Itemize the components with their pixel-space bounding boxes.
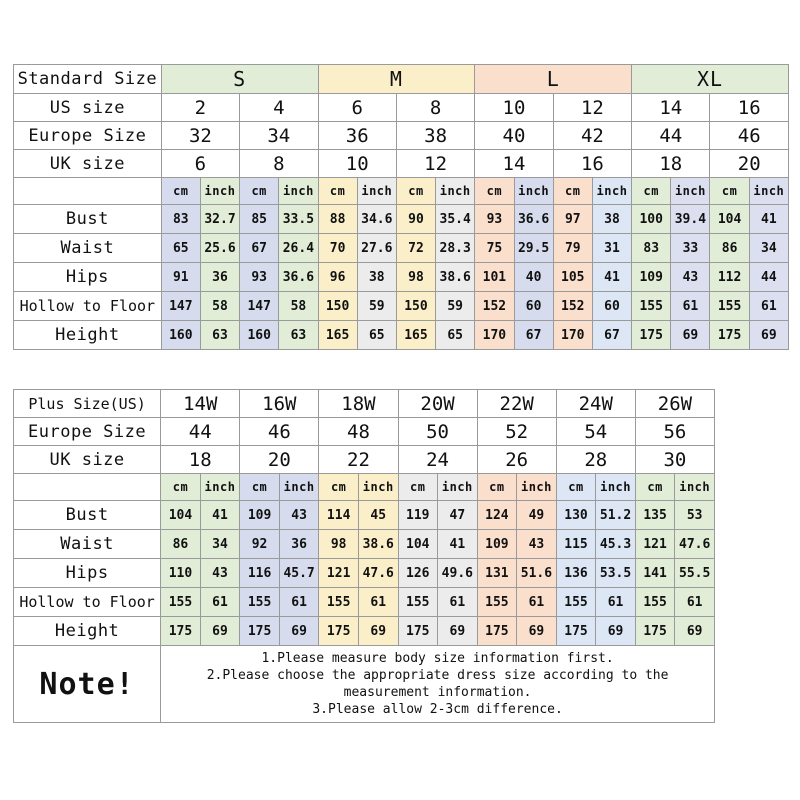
measurement-value-inch: 43 bbox=[200, 559, 240, 588]
measurement-value-inch: 49 bbox=[517, 501, 557, 530]
measurement-value-cm: 90 bbox=[396, 205, 435, 234]
measurement-value-cm: 155 bbox=[319, 588, 359, 617]
measurement-value-cm: 70 bbox=[318, 234, 357, 263]
measurement-value-inch: 69 bbox=[596, 617, 636, 646]
measurement-value-inch: 61 bbox=[596, 588, 636, 617]
measurement-value-inch: 69 bbox=[517, 617, 557, 646]
plus-size-value: 26W bbox=[635, 390, 714, 418]
measurement-value-cm: 170 bbox=[475, 321, 514, 350]
uk-size-value: 10 bbox=[318, 150, 396, 178]
measurement-value-inch: 51.6 bbox=[517, 559, 557, 588]
measurement-value-inch: 59 bbox=[436, 292, 475, 321]
table-row bbox=[14, 292, 789, 321]
unit-header-inch: inch bbox=[200, 474, 240, 501]
measurement-value-cm: 155 bbox=[556, 588, 596, 617]
unit-header-cm: cm bbox=[161, 178, 200, 205]
measurement-value-inch: 43 bbox=[279, 501, 319, 530]
row-label-height: Height bbox=[14, 321, 162, 350]
europe-size-value: 52 bbox=[477, 418, 556, 446]
unit-header-inch: inch bbox=[357, 178, 396, 205]
measurement-value-inch: 35.4 bbox=[436, 205, 475, 234]
unit-header-inch: inch bbox=[517, 474, 557, 501]
table-row bbox=[14, 263, 789, 292]
measurement-value-inch: 36.6 bbox=[514, 205, 553, 234]
unit-header-cm: cm bbox=[556, 474, 596, 501]
measurement-value-cm: 98 bbox=[319, 530, 359, 559]
europe-size-value: 36 bbox=[318, 122, 396, 150]
measurement-value-cm: 170 bbox=[553, 321, 592, 350]
measurement-value-cm: 85 bbox=[240, 205, 279, 234]
unit-header-cm: cm bbox=[635, 474, 675, 501]
measurement-value-cm: 150 bbox=[318, 292, 357, 321]
note-line: 3.Please allow 2-3cm difference. bbox=[312, 702, 563, 717]
measurement-value-cm: 79 bbox=[553, 234, 592, 263]
table-row bbox=[14, 418, 715, 446]
europe-size-value: 56 bbox=[635, 418, 714, 446]
row-label-plus-size: Plus Size(US) bbox=[14, 390, 161, 418]
unit-header-inch: inch bbox=[279, 474, 319, 501]
unit-header-inch: inch bbox=[438, 474, 478, 501]
measurement-value-inch: 61 bbox=[279, 588, 319, 617]
standard-size-table bbox=[13, 64, 789, 350]
measurement-value-inch: 32.7 bbox=[200, 205, 239, 234]
measurement-value-cm: 104 bbox=[161, 501, 201, 530]
measurement-value-cm: 83 bbox=[632, 234, 671, 263]
measurement-value-inch: 69 bbox=[749, 321, 788, 350]
row-label-europe-size: Europe Size bbox=[14, 122, 162, 150]
unit-header-cm: cm bbox=[632, 178, 671, 205]
unit-header-inch: inch bbox=[279, 178, 318, 205]
measurement-value-inch: 59 bbox=[357, 292, 396, 321]
measurement-value-cm: 109 bbox=[240, 501, 280, 530]
unit-header-inch: inch bbox=[671, 178, 710, 205]
measurement-value-cm: 175 bbox=[556, 617, 596, 646]
measurement-value-inch: 40 bbox=[514, 263, 553, 292]
unit-header-inch: inch bbox=[358, 474, 398, 501]
measurement-value-inch: 61 bbox=[675, 588, 715, 617]
measurement-value-inch: 61 bbox=[517, 588, 557, 617]
measurement-value-cm: 175 bbox=[240, 617, 280, 646]
measurement-value-cm: 165 bbox=[318, 321, 357, 350]
measurement-value-cm: 175 bbox=[477, 617, 517, 646]
unit-header-inch: inch bbox=[436, 178, 475, 205]
plus-size-value: 24W bbox=[556, 390, 635, 418]
measurement-value-inch: 69 bbox=[438, 617, 478, 646]
measurement-value-cm: 135 bbox=[635, 501, 675, 530]
measurement-value-cm: 105 bbox=[553, 263, 592, 292]
measurement-value-cm: 86 bbox=[710, 234, 749, 263]
measurement-value-inch: 26.4 bbox=[279, 234, 318, 263]
measurement-value-cm: 115 bbox=[556, 530, 596, 559]
measurement-value-cm: 72 bbox=[396, 234, 435, 263]
measurement-value-cm: 97 bbox=[553, 205, 592, 234]
note-row bbox=[14, 646, 715, 723]
us-size-value: 6 bbox=[318, 94, 396, 122]
measurement-value-cm: 109 bbox=[477, 530, 517, 559]
europe-size-value: 34 bbox=[240, 122, 318, 150]
row-label-waist: Waist bbox=[14, 234, 162, 263]
measurement-value-inch: 47.6 bbox=[675, 530, 715, 559]
unit-header-cm: cm bbox=[240, 178, 279, 205]
row-label-waist: Waist bbox=[14, 530, 161, 559]
measurement-value-inch: 60 bbox=[592, 292, 631, 321]
table-row bbox=[14, 446, 715, 474]
europe-size-value: 54 bbox=[556, 418, 635, 446]
table-row bbox=[14, 530, 715, 559]
size-group-l: L bbox=[475, 65, 632, 94]
measurement-value-cm: 152 bbox=[553, 292, 592, 321]
measurement-value-inch: 69 bbox=[675, 617, 715, 646]
measurement-value-cm: 155 bbox=[635, 588, 675, 617]
measurement-value-inch: 58 bbox=[200, 292, 239, 321]
plus-size-value: 14W bbox=[161, 390, 240, 418]
size-group-m: M bbox=[318, 65, 475, 94]
measurement-value-cm: 175 bbox=[635, 617, 675, 646]
table-row bbox=[14, 234, 789, 263]
unit-header-inch: inch bbox=[596, 474, 636, 501]
measurement-value-inch: 53 bbox=[675, 501, 715, 530]
europe-size-value: 50 bbox=[398, 418, 477, 446]
measurement-value-inch: 34 bbox=[749, 234, 788, 263]
uk-size-value: 22 bbox=[319, 446, 398, 474]
note-line: measurement information. bbox=[343, 685, 532, 700]
us-size-value: 4 bbox=[240, 94, 318, 122]
measurement-value-inch: 61 bbox=[200, 588, 240, 617]
us-size-value: 10 bbox=[475, 94, 553, 122]
measurement-value-inch: 43 bbox=[671, 263, 710, 292]
measurement-value-inch: 29.5 bbox=[514, 234, 553, 263]
us-size-value: 2 bbox=[161, 94, 239, 122]
measurement-value-cm: 130 bbox=[556, 501, 596, 530]
measurement-value-cm: 67 bbox=[240, 234, 279, 263]
note-line: 2.Please choose the appropriate dress size according to the bbox=[206, 668, 669, 683]
measurement-value-inch: 47 bbox=[438, 501, 478, 530]
row-label-empty bbox=[14, 474, 161, 501]
measurement-value-inch: 25.6 bbox=[200, 234, 239, 263]
europe-size-value: 38 bbox=[396, 122, 474, 150]
measurement-value-cm: 175 bbox=[710, 321, 749, 350]
measurement-value-inch: 65 bbox=[357, 321, 396, 350]
measurement-value-cm: 155 bbox=[632, 292, 671, 321]
plus-size-table bbox=[13, 389, 715, 723]
unit-header-cm: cm bbox=[475, 178, 514, 205]
measurement-value-cm: 92 bbox=[240, 530, 280, 559]
europe-size-value: 42 bbox=[553, 122, 631, 150]
measurement-value-cm: 136 bbox=[556, 559, 596, 588]
measurement-value-cm: 175 bbox=[398, 617, 438, 646]
measurement-value-cm: 155 bbox=[240, 588, 280, 617]
plus-size-value: 16W bbox=[240, 390, 319, 418]
uk-size-value: 8 bbox=[240, 150, 318, 178]
measurement-value-cm: 131 bbox=[477, 559, 517, 588]
measurement-value-inch: 38 bbox=[592, 205, 631, 234]
row-label-europe-size: Europe Size bbox=[14, 418, 161, 446]
measurement-value-inch: 69 bbox=[358, 617, 398, 646]
table-row bbox=[14, 321, 789, 350]
measurement-value-inch: 36 bbox=[279, 530, 319, 559]
europe-size-value: 46 bbox=[240, 418, 319, 446]
note-line: 1.Please measure body size information first. bbox=[261, 651, 614, 666]
measurement-value-cm: 100 bbox=[632, 205, 671, 234]
measurement-value-cm: 147 bbox=[161, 292, 200, 321]
table-row bbox=[14, 205, 789, 234]
measurement-value-cm: 116 bbox=[240, 559, 280, 588]
measurement-value-inch: 34.6 bbox=[357, 205, 396, 234]
measurement-value-inch: 45 bbox=[358, 501, 398, 530]
size-group-s: S bbox=[161, 65, 318, 94]
measurement-value-inch: 45.3 bbox=[596, 530, 636, 559]
table-row bbox=[14, 150, 789, 178]
row-label-standard-size: Standard Size bbox=[14, 65, 162, 94]
row-label-bust: Bust bbox=[14, 205, 162, 234]
measurement-value-cm: 155 bbox=[710, 292, 749, 321]
us-size-value: 14 bbox=[632, 94, 710, 122]
row-label-uk-size: UK size bbox=[14, 446, 161, 474]
uk-size-value: 28 bbox=[556, 446, 635, 474]
row-label-uk-size: UK size bbox=[14, 150, 162, 178]
measurement-value-inch: 61 bbox=[438, 588, 478, 617]
measurement-value-cm: 93 bbox=[475, 205, 514, 234]
row-label-empty bbox=[14, 178, 162, 205]
unit-header-inch: inch bbox=[675, 474, 715, 501]
measurement-value-cm: 147 bbox=[240, 292, 279, 321]
europe-size-value: 40 bbox=[475, 122, 553, 150]
measurement-value-inch: 38.6 bbox=[358, 530, 398, 559]
unit-header-inch: inch bbox=[749, 178, 788, 205]
measurement-value-inch: 55.5 bbox=[675, 559, 715, 588]
plus-size-value: 22W bbox=[477, 390, 556, 418]
measurement-value-cm: 65 bbox=[161, 234, 200, 263]
unit-header-cm: cm bbox=[161, 474, 201, 501]
measurement-value-inch: 53.5 bbox=[596, 559, 636, 588]
measurement-value-inch: 69 bbox=[279, 617, 319, 646]
measurement-value-cm: 88 bbox=[318, 205, 357, 234]
table-row bbox=[14, 178, 789, 205]
measurement-value-cm: 121 bbox=[319, 559, 359, 588]
measurement-value-inch: 60 bbox=[514, 292, 553, 321]
measurement-value-inch: 27.6 bbox=[357, 234, 396, 263]
us-size-value: 12 bbox=[553, 94, 631, 122]
measurement-value-inch: 63 bbox=[279, 321, 318, 350]
measurement-value-cm: 155 bbox=[398, 588, 438, 617]
measurement-value-cm: 86 bbox=[161, 530, 201, 559]
measurement-value-cm: 150 bbox=[396, 292, 435, 321]
table-row bbox=[14, 559, 715, 588]
measurement-value-cm: 155 bbox=[161, 588, 201, 617]
table-row bbox=[14, 122, 789, 150]
row-label-height: Height bbox=[14, 617, 161, 646]
measurement-value-cm: 165 bbox=[396, 321, 435, 350]
unit-header-cm: cm bbox=[318, 178, 357, 205]
measurement-value-cm: 175 bbox=[319, 617, 359, 646]
plus-size-value: 20W bbox=[398, 390, 477, 418]
uk-size-value: 30 bbox=[635, 446, 714, 474]
uk-size-value: 12 bbox=[396, 150, 474, 178]
measurement-value-cm: 110 bbox=[161, 559, 201, 588]
measurement-value-inch: 33.5 bbox=[279, 205, 318, 234]
row-label-hips: Hips bbox=[14, 559, 161, 588]
uk-size-value: 24 bbox=[398, 446, 477, 474]
measurement-value-cm: 155 bbox=[477, 588, 517, 617]
unit-header-cm: cm bbox=[240, 474, 280, 501]
measurement-value-cm: 91 bbox=[161, 263, 200, 292]
europe-size-value: 48 bbox=[319, 418, 398, 446]
measurement-value-inch: 63 bbox=[200, 321, 239, 350]
uk-size-value: 18 bbox=[632, 150, 710, 178]
unit-header-inch: inch bbox=[592, 178, 631, 205]
measurement-value-inch: 36 bbox=[200, 263, 239, 292]
measurement-value-cm: 98 bbox=[396, 263, 435, 292]
measurement-value-inch: 38 bbox=[357, 263, 396, 292]
measurement-value-inch: 69 bbox=[671, 321, 710, 350]
measurement-value-inch: 65 bbox=[436, 321, 475, 350]
measurement-value-inch: 41 bbox=[749, 205, 788, 234]
uk-size-value: 20 bbox=[710, 150, 789, 178]
row-label-hollow-to-floor: Hollow to Floor bbox=[14, 292, 162, 321]
measurement-value-inch: 28.3 bbox=[436, 234, 475, 263]
measurement-value-cm: 101 bbox=[475, 263, 514, 292]
table-row bbox=[14, 390, 715, 418]
measurement-value-inch: 36.6 bbox=[279, 263, 318, 292]
measurement-value-cm: 160 bbox=[161, 321, 200, 350]
europe-size-value: 32 bbox=[161, 122, 239, 150]
europe-size-value: 44 bbox=[632, 122, 710, 150]
measurement-value-inch: 45.7 bbox=[279, 559, 319, 588]
measurement-value-cm: 126 bbox=[398, 559, 438, 588]
measurement-value-cm: 121 bbox=[635, 530, 675, 559]
measurement-value-cm: 152 bbox=[475, 292, 514, 321]
measurement-value-cm: 141 bbox=[635, 559, 675, 588]
measurement-value-cm: 104 bbox=[710, 205, 749, 234]
measurement-value-cm: 93 bbox=[240, 263, 279, 292]
unit-header-cm: cm bbox=[319, 474, 359, 501]
measurement-value-inch: 41 bbox=[592, 263, 631, 292]
measurement-value-inch: 38.6 bbox=[436, 263, 475, 292]
unit-header-inch: inch bbox=[514, 178, 553, 205]
measurement-value-cm: 160 bbox=[240, 321, 279, 350]
unit-header-cm: cm bbox=[553, 178, 592, 205]
measurement-value-cm: 109 bbox=[632, 263, 671, 292]
table-row bbox=[14, 94, 789, 122]
measurement-value-inch: 34 bbox=[200, 530, 240, 559]
measurement-value-inch: 61 bbox=[671, 292, 710, 321]
row-label-bust: Bust bbox=[14, 501, 161, 530]
note-body bbox=[161, 646, 715, 723]
us-size-value: 16 bbox=[710, 94, 789, 122]
note-label: Note! bbox=[14, 646, 161, 723]
measurement-value-inch: 61 bbox=[358, 588, 398, 617]
europe-size-value: 46 bbox=[710, 122, 789, 150]
measurement-value-inch: 44 bbox=[749, 263, 788, 292]
table-row bbox=[14, 501, 715, 530]
size-group-xl: XL bbox=[632, 65, 789, 94]
row-label-hollow-to-floor: Hollow to Floor bbox=[14, 588, 161, 617]
measurement-value-cm: 114 bbox=[319, 501, 359, 530]
measurement-value-inch: 49.6 bbox=[438, 559, 478, 588]
measurement-value-cm: 83 bbox=[161, 205, 200, 234]
plus-size-value: 18W bbox=[319, 390, 398, 418]
row-label-hips: Hips bbox=[14, 263, 162, 292]
uk-size-value: 14 bbox=[475, 150, 553, 178]
measurement-value-inch: 61 bbox=[749, 292, 788, 321]
row-label-us-size: US size bbox=[14, 94, 162, 122]
measurement-value-cm: 175 bbox=[632, 321, 671, 350]
measurement-value-inch: 41 bbox=[438, 530, 478, 559]
table-row bbox=[14, 588, 715, 617]
measurement-value-cm: 175 bbox=[161, 617, 201, 646]
measurement-value-inch: 47.6 bbox=[358, 559, 398, 588]
uk-size-value: 18 bbox=[161, 446, 240, 474]
measurement-value-cm: 104 bbox=[398, 530, 438, 559]
measurement-value-inch: 31 bbox=[592, 234, 631, 263]
measurement-value-inch: 67 bbox=[592, 321, 631, 350]
measurement-value-inch: 58 bbox=[279, 292, 318, 321]
us-size-value: 8 bbox=[396, 94, 474, 122]
europe-size-value: 44 bbox=[161, 418, 240, 446]
unit-header-inch: inch bbox=[200, 178, 239, 205]
unit-header-cm: cm bbox=[398, 474, 438, 501]
table-row bbox=[14, 474, 715, 501]
unit-header-cm: cm bbox=[710, 178, 749, 205]
measurement-value-inch: 43 bbox=[517, 530, 557, 559]
measurement-value-inch: 39.4 bbox=[671, 205, 710, 234]
measurement-value-cm: 119 bbox=[398, 501, 438, 530]
measurement-value-cm: 75 bbox=[475, 234, 514, 263]
measurement-value-cm: 96 bbox=[318, 263, 357, 292]
uk-size-value: 6 bbox=[161, 150, 239, 178]
measurement-value-inch: 41 bbox=[200, 501, 240, 530]
uk-size-value: 26 bbox=[477, 446, 556, 474]
measurement-value-inch: 51.2 bbox=[596, 501, 636, 530]
table-row bbox=[14, 617, 715, 646]
measurement-value-cm: 124 bbox=[477, 501, 517, 530]
table-row bbox=[14, 65, 789, 94]
uk-size-value: 16 bbox=[553, 150, 631, 178]
measurement-value-inch: 67 bbox=[514, 321, 553, 350]
measurement-value-cm: 112 bbox=[710, 263, 749, 292]
uk-size-value: 20 bbox=[240, 446, 319, 474]
measurement-value-inch: 33 bbox=[671, 234, 710, 263]
unit-header-cm: cm bbox=[477, 474, 517, 501]
measurement-value-inch: 69 bbox=[200, 617, 240, 646]
unit-header-cm: cm bbox=[396, 178, 435, 205]
